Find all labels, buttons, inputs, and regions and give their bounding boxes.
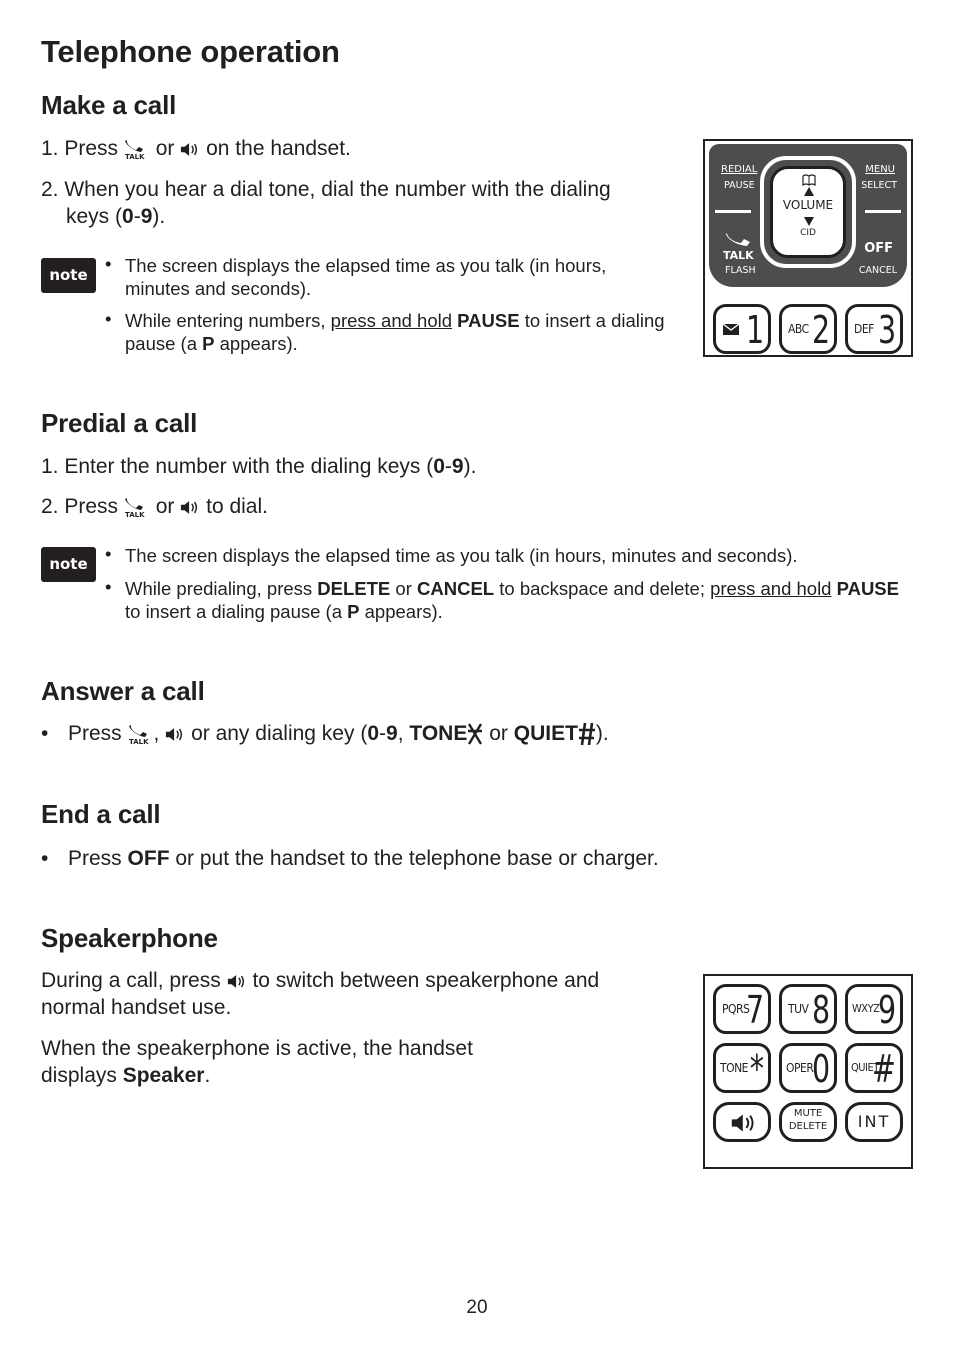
key-7: PQRS 7: [713, 984, 771, 1034]
note-badge: note: [41, 258, 96, 293]
make-call-step-2: 2. When you hear a dial tone, dial the number with the dialing: [41, 178, 611, 201]
speaker-key: [713, 1102, 771, 1142]
predial-heading: Predial a call: [41, 408, 198, 438]
predial-note-1: The screen displays the elapsed time as you talk (in hours, minutes and seconds).: [125, 545, 798, 566]
phonebook-icon: [802, 174, 816, 186]
speaker-icon: [227, 973, 247, 990]
end-call-text: Press OFF or put the handset to the telephone base or charger.: [68, 847, 659, 870]
speaker-icon: [180, 141, 200, 158]
hash-key-icon: [578, 722, 596, 746]
arrow-down-icon: [804, 217, 814, 226]
voicemail-icon: [722, 323, 740, 336]
key-0-oper: OPER 0: [779, 1043, 837, 1093]
note-badge: note: [41, 547, 96, 582]
make-call-note-2: While entering numbers, press and hold PAUSE to insert a dialing pause (a P appears).: [125, 310, 665, 354]
arrow-up-icon: [804, 187, 814, 196]
answer-heading: Answer a call: [41, 676, 205, 706]
page-title: Telephone operation: [41, 34, 340, 69]
talk-icon: [128, 723, 154, 745]
make-call-step-1: 1. Press or on the handset.: [41, 137, 351, 160]
bullet-dot: •: [41, 722, 49, 745]
talk-icon: [124, 138, 150, 160]
mute-delete-key: MUTE DELETE: [779, 1102, 837, 1142]
int-key: INT: [845, 1102, 903, 1142]
divider: [865, 210, 901, 213]
make-call-step-2-cont: keys (0-9).: [66, 205, 166, 228]
nav-key: VOLUME CID: [770, 166, 846, 258]
handset-top-illustration: [703, 139, 913, 357]
handset-bottom-illustration: [703, 974, 913, 1169]
speaker-icon: [180, 499, 200, 516]
page-number: 20: [466, 1297, 488, 1318]
speaker-icon: [165, 726, 185, 743]
speakerphone-p1: During a call, press to switch between speakerphone and: [41, 969, 600, 992]
talk-icon: [124, 496, 150, 518]
divider: [715, 210, 751, 213]
key-9: WXYZ 9: [845, 984, 903, 1034]
key-1: 1: [713, 304, 771, 354]
speakerphone-p2: When the speakerphone is active, the handset: [41, 1037, 473, 1060]
predial-step-1: 1. Enter the number with the dialing keys (0-9).: [41, 455, 477, 478]
key-star-tone: TONE *: [713, 1043, 771, 1093]
key-2: ABC 2: [779, 304, 837, 354]
handset-nav-panel: REDIAL PAUSE MENU SELECT TALK FLASH OFF CANCEL VOLUME CID: [709, 144, 907, 287]
speaker-icon: [730, 1112, 758, 1134]
bullet-dot: •: [105, 308, 112, 329]
speakerphone-heading: Speakerphone: [41, 923, 218, 953]
key-8: TUV 8: [779, 984, 837, 1034]
bullet-dot: •: [41, 847, 49, 870]
end-call-heading: End a call: [41, 799, 161, 829]
bullet-dot: •: [105, 253, 112, 274]
predial-step-2: 2. Press or to dial.: [41, 495, 268, 518]
nav-key-ring: [760, 156, 856, 268]
bullet-dot: •: [105, 543, 112, 564]
key-hash-quiet: QUIET #: [845, 1043, 903, 1093]
talk-icon: [725, 230, 755, 248]
answer-text: Press , or any dialing key (0-9, TONE or QUIET ).: [68, 722, 609, 745]
star-key-icon: [467, 722, 483, 746]
predial-note-2: While predialing, press DELETE or CANCEL to backspace and delete; press and hold PAUSE to insert a dialing pause (a P appears).: [125, 578, 899, 622]
speakerphone-p1-cont: normal handset use.: [41, 996, 232, 1019]
make-call-heading: Make a call: [41, 90, 177, 120]
make-call-note-1: The screen displays the elapsed time as you talk (in hours, minutes and seconds).: [125, 255, 607, 299]
bullet-dot: •: [105, 576, 112, 597]
key-3: DEF 3: [845, 304, 903, 354]
speakerphone-p2-cont: displays Speaker.: [41, 1064, 211, 1087]
